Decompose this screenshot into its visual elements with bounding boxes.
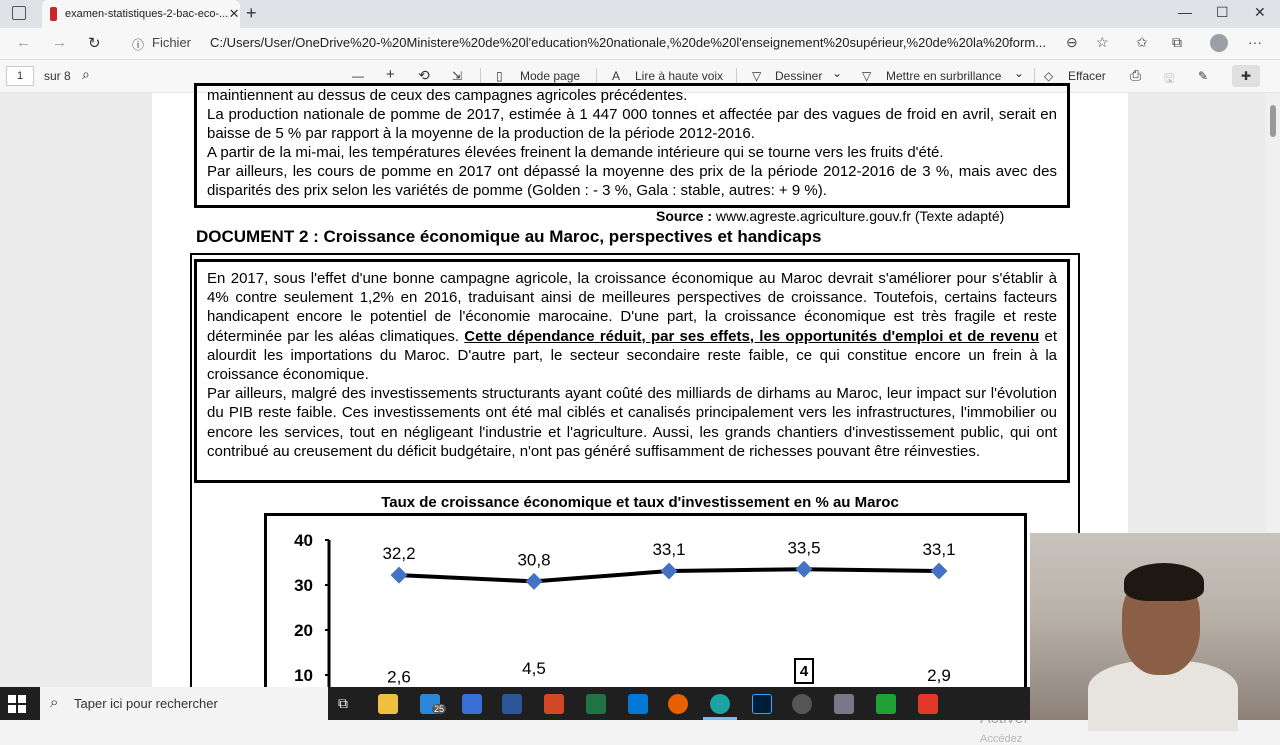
text-run: En 2017, sous l'effet d'une bonne campagne agricole, la croissance économique au Maroc devrait s'améliorer pour s'établir à 4% contre seulement 1,2% en 2016, traduisant ainsi de meilleures perspectives de croissance. Toutefois, certains facteurs handicapent encore le potentiel de l'économie marocaine. D'une part, la croissance économique est très fragile et reste déterminée par les aléas climatiques. (207, 270, 1057, 345)
highlight-icon[interactable]: ▽ (862, 69, 872, 83)
paragraph (207, 269, 1057, 384)
divider (1034, 68, 1035, 84)
data-point (931, 563, 948, 580)
draw-button[interactable]: Dessiner (775, 69, 823, 83)
excel-icon[interactable] (586, 694, 606, 714)
forward-button[interactable]: → (52, 34, 67, 51)
chart-svg (267, 516, 1024, 690)
favorite-icon[interactable]: ☆ (1096, 34, 1109, 50)
page-mode-icon[interactable]: ▯ (496, 69, 503, 83)
document1-box (194, 83, 1070, 208)
y-tick-label: 20 (294, 621, 313, 640)
mail-badge: 25 (434, 704, 445, 714)
chart-frame (264, 513, 1027, 693)
erase-button[interactable]: Effacer (1068, 69, 1106, 83)
scrollbar-thumb[interactable] (1270, 105, 1276, 137)
paragraph: Par ailleurs, les cours de pomme en 2017 ont dépassé la moyenne des prix de la période 2012-2016 de 3 %, mais avec des disparités des prix selon les variétés de pomme (Golden : - 3 %, Gala : stable, autres: + 9 %). (207, 163, 1057, 199)
webcam-person-hair (1124, 563, 1204, 601)
minimize-button[interactable]: — (1178, 4, 1192, 20)
paragraph: Par ailleurs, malgré des investissements structurants ayant coûté des milliards de dirhams au Maroc, leur impact sur l'évolution du PIB reste faible. Ces investissements ont été mal ciblés et canalisés principalement vers les infrastructures, l'immobilier ou encore les services, tout en négligeant l'industrie et l'agriculture. Aussi, les grands chantiers d'investissement public, qui ont contribué au creusement du déficit budgétaire, n'ont pas généré suffisamment de richesses pouvant être réinvesties. (207, 385, 1057, 460)
chart-title: Taux de croissance économique et taux d'investissement en % au Maroc (381, 494, 899, 511)
activate-windows-subtitle: Accédez (980, 733, 1023, 745)
firefox-icon[interactable] (668, 694, 688, 714)
favorites-icon[interactable]: ✩ (1136, 34, 1148, 50)
data-label: 2,9 (927, 665, 951, 685)
data-point (661, 563, 678, 580)
source-text: www.agreste.agriculture.gouv.fr (Texte adapté) (712, 208, 1005, 224)
zoom-out-button[interactable]: — (352, 69, 364, 83)
data-point (526, 573, 543, 590)
avatar[interactable] (1210, 34, 1228, 52)
search-placeholder: Taper ici pour rechercher (74, 696, 218, 711)
y-tick-label: 10 (294, 666, 313, 685)
mail-icon[interactable] (420, 694, 445, 714)
draw-icon[interactable]: ▽ (752, 69, 762, 83)
data-label: 33,1 (922, 540, 956, 560)
save-icon[interactable]: 🖫 (1164, 71, 1175, 85)
paragraph: La production nationale de pomme de 2017, estimée à 1 447 000 tonnes et affectée par des vagues de froid en avril, serait en baisse de 5 % par rapport à la moyenne de la production de la période 2012-2016. (207, 106, 1057, 142)
window-menu-icon[interactable] (12, 6, 26, 20)
search-icon: ⌕ (50, 694, 59, 711)
paragraph: A partir de la mi-mai, les températures élevées freinent la demande intérieure qui se tourne vers les fruits d'été. (207, 144, 944, 161)
data-label: 32,2 (382, 544, 416, 564)
pdf-page (152, 87, 1128, 693)
underlined-text: Cette dépendance réduit, par ses effets, les opportunités d'emploi et de revenu (464, 327, 1040, 345)
page-total: sur 8 (44, 69, 71, 83)
collections-icon[interactable]: ⧉ (1172, 34, 1182, 50)
powerpoint-icon[interactable] (544, 694, 564, 714)
app-icon[interactable] (834, 694, 854, 714)
windows-start-icon[interactable] (8, 695, 26, 713)
active-indicator (703, 717, 737, 720)
y-tick-label: 40 (294, 531, 313, 550)
new-tab-button[interactable]: + (246, 3, 257, 23)
pin-toolbar-icon[interactable]: ✚ (1232, 65, 1260, 87)
url-scheme-label: Fichier (152, 35, 192, 50)
data-label: 33,5 (787, 538, 821, 558)
taskbar-search-input[interactable] (40, 687, 328, 720)
paragraph: maintiennent au dessus de ceux des campagnes agricoles précédentes. (207, 87, 688, 104)
data-label: 4 (799, 663, 809, 680)
address-bar (0, 28, 1280, 60)
source-label: Source : (656, 208, 713, 224)
tab-close-icon[interactable]: ✕ (228, 6, 240, 21)
erase-icon[interactable]: ◇ (1044, 69, 1054, 83)
data-point (796, 561, 813, 578)
search-icon[interactable]: ⌕ (82, 66, 90, 82)
pdf-icon (50, 7, 57, 21)
word-icon[interactable] (502, 694, 522, 714)
divider (480, 68, 481, 84)
reload-button[interactable]: ↻ (88, 35, 101, 52)
document2-title: DOCUMENT 2 : Croissance économique au Maroc, perspectives et handicaps (196, 227, 822, 246)
y-tick-label: 30 (294, 576, 313, 595)
zoom-icon[interactable]: ⊖ (1066, 34, 1078, 50)
highlight-button[interactable]: Mettre en surbrillance (886, 69, 1002, 83)
rotate-icon[interactable]: ⟲ (418, 67, 430, 83)
edge-icon[interactable] (710, 694, 730, 714)
draw-chevron-icon[interactable]: ⌄ (832, 66, 843, 80)
menu-icon[interactable]: ··· (1248, 34, 1262, 50)
camtasia-icon[interactable] (876, 694, 896, 714)
settings-icon[interactable] (792, 694, 812, 714)
page-number-input[interactable]: 1 (6, 66, 34, 86)
save-as-icon[interactable]: ✎ (1198, 69, 1209, 83)
data-point (391, 567, 408, 584)
task-view-icon[interactable]: ⧉ (338, 695, 348, 711)
store-icon[interactable] (462, 694, 482, 714)
data-label: 33,1 (652, 540, 686, 560)
print-icon[interactable]: ⎙ (1130, 67, 1142, 83)
tab-active[interactable] (42, 0, 240, 28)
source-line (656, 208, 1004, 224)
close-window-button[interactable]: ✕ (1254, 4, 1266, 20)
back-button[interactable]: ← (16, 34, 31, 51)
file-explorer-icon[interactable] (378, 694, 398, 714)
url-input[interactable]: C:/Users/User/OneDrive%20-%20Ministere%20de%20l'education%20nationale,%20de%20l'enseignement%20supérieur,%20de%20la%20form... (210, 35, 1047, 50)
webcam-overlay (1030, 533, 1280, 720)
recorder-icon[interactable] (918, 694, 938, 714)
data-label: 4,5 (522, 658, 546, 678)
read-aloud-button[interactable]: Lire à haute voix (635, 69, 724, 83)
text-run: et alourdit les importations du Maroc. D'autre part, le secteur secondaire reste faible, ce qui constitue encore un frein à la croissance économique. (207, 327, 1057, 384)
data-label: 30,8 (517, 550, 551, 570)
photoshop-icon[interactable] (752, 694, 772, 714)
zoom-in-button[interactable]: + (386, 66, 395, 83)
info-icon[interactable]: ⓘ (132, 38, 145, 52)
read-aloud-icon[interactable]: A (612, 69, 621, 83)
tab-bar (0, 0, 1280, 28)
data-label: 2,6 (387, 667, 411, 687)
divider (736, 68, 737, 84)
tab-title: examen-statistiques-2-bac-eco-... (65, 8, 229, 20)
vscode-icon[interactable] (628, 694, 648, 714)
fit-page-icon[interactable]: ⇲ (452, 69, 463, 83)
highlight-chevron-icon[interactable]: ⌄ (1014, 66, 1025, 80)
divider (596, 68, 597, 84)
page-mode-button[interactable]: Mode page (520, 69, 581, 83)
document2-box (194, 259, 1070, 483)
maximize-button[interactable]: ☐ (1216, 4, 1229, 20)
